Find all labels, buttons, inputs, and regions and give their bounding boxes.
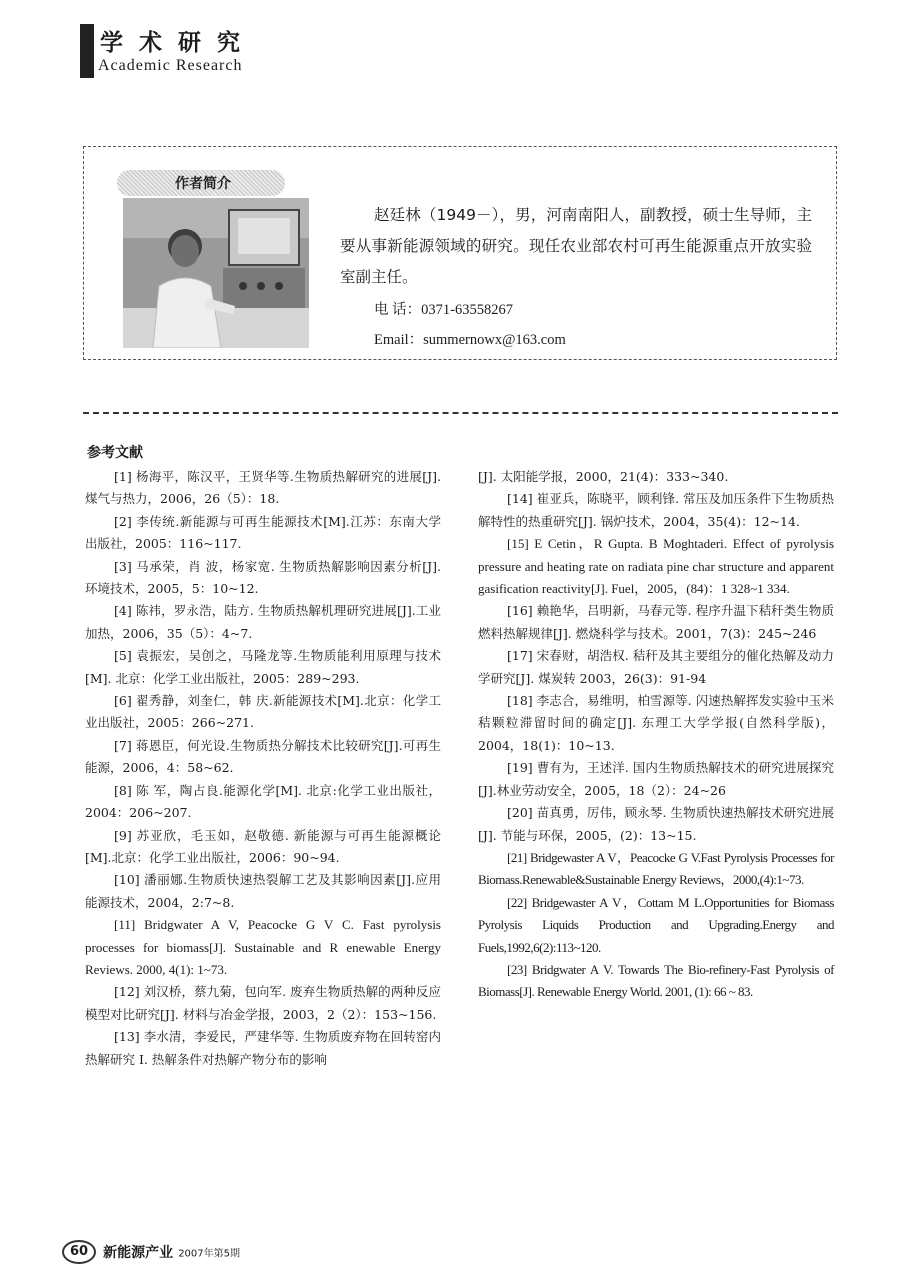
references-left-column bbox=[85, 466, 441, 1071]
author-email: Email：summernowx@163.com bbox=[374, 332, 566, 348]
author-phone: 电 话：0371-63558267 bbox=[374, 302, 513, 318]
reference-item: [6] 翟秀静，刘奎仁，韩 庆.新能源技术[M].北京：化学工业出版社，2005：266~271. bbox=[85, 693, 441, 731]
author-photo-image bbox=[123, 198, 309, 348]
magazine-name: 新能源产业 bbox=[103, 1245, 174, 1261]
header-bar bbox=[80, 24, 94, 78]
reference-item: [16] 赖艳华，吕明新，马春元等. 程序升温下秸秆类生物质燃料热解规律[J]. 燃烧科学与技术。2001，7(3)：245~246 bbox=[478, 603, 834, 641]
reference-item: [18] 李志合，易维明，柏雪源等. 闪速热解挥发实验中玉米秸颗粒滞留时间的确定[J]. 东理工大学学报(自然科学版)，2004，18(1)：10~13. bbox=[478, 693, 834, 753]
author-bio-tag bbox=[117, 170, 285, 196]
reference-item-continued: [J]. 太阳能学报，2000，21(4)：333~340. bbox=[478, 469, 729, 484]
reference-item: [21] Bridgewaster A V，Peacocke G V.Fast Pyrolysis Processes for Biomass.Renewable&Sustainable Energy Reviews，2000,(4):1~73. bbox=[478, 849, 834, 888]
reference-item: [14] 崔亚兵，陈晓平，顾利锋. 常压及加压条件下生物质热解特性的热重研究[J]. 锅炉技术，2004，35(4)：12~14. bbox=[478, 491, 834, 529]
reference-item: [8] 陈 军，陶占良.能源化学[M]. 北京:化学工业出版社，2004：206~207. bbox=[85, 782, 441, 821]
reference-item: [5] 袁振宏，吴创之，马隆龙等.生物质能利用原理与技术[M]. 北京：化学工业出版社，2005：289~293. bbox=[85, 648, 441, 686]
section-title-cn: 学术研究 bbox=[100, 30, 256, 56]
reference-item: [12] 刘汉桥，蔡九菊，包向军. 废弃生物质热解的两种反应模型对比研究[J]. 材料与冶金学报，2003，2（2）：153~156. bbox=[85, 984, 441, 1022]
reference-item: [7] 蒋恩臣，何光设.生物质热分解技术比较研究[J].可再生能源，2006，4：58~62. bbox=[85, 737, 441, 776]
references-heading: 参考文献 bbox=[87, 445, 143, 461]
reference-item: [13] 李水清，李爱民，严建华等. 生物质废弃物在回转窑内热解研究 I. 热解条件对热解产物分布的影响 bbox=[85, 1029, 441, 1067]
reference-item: [22] Bridgewaster A V，Cottam M L.Opportunities for Biomass Pyrolysis Liquids Production and Upgrading.Energy and Fuels,1992,6(2):113~120. bbox=[478, 894, 834, 955]
issue-label: 2007年第5期 bbox=[178, 1248, 240, 1260]
page-number: 60 bbox=[62, 1240, 96, 1264]
section-title-en: Academic Research bbox=[98, 57, 243, 74]
reference-item: [4] 陈祎，罗永浩，陆方. 生物质热解机理研究进展[J].工业加热，2006，35（5）：4~7. bbox=[85, 603, 441, 641]
reference-item: [20] 苗真勇，厉伟，顾永琴. 生物质快速热解技术研究进展[J]. 节能与环保，2005，(2)：13~15. bbox=[478, 805, 834, 843]
reference-item: [23] Bridgwater A V. Towards The Bio-refinery-Fast Pyrolysis of Biomass[J]. Renewable Energy World. 2001, (1): 66 ~ 83. bbox=[478, 961, 834, 1000]
reference-item: [3] 马承荣，肖 波，杨家宽. 生物质热解影响因素分析[J].环境技术，2005，5：10~12. bbox=[85, 558, 441, 597]
section-divider bbox=[83, 412, 838, 414]
reference-item: [1] 杨海平，陈汉平，王贤华等.生物质热解研究的进展[J].煤气与热力，2006，26（5）：18. bbox=[85, 469, 441, 507]
author-bio-text: 赵廷林（1949－），男，河南南阳人，副教授，硕士生导师，主要从事新能源领域的研究。现任农业部农村可再生能源重点开放实验室副主任。 bbox=[340, 206, 812, 286]
reference-item: [17] 宋春财，胡浩权. 秸秆及其主要组分的催化热解及动力学研究[J]. 煤炭转 2003，26(3)：91-94 bbox=[478, 648, 834, 686]
reference-item: [10] 潘丽娜.生物质快速热裂解工艺及其影响因素[J].应用能源技术，2004，2:7~8. bbox=[85, 872, 441, 910]
reference-item: [11] Bridgwater A V, Peacocke G V C. Fast pyrolysis processes for biomass[J]. Sustainable and R enewable Energy Reviews. 2000, 4(1): 1~73. bbox=[85, 917, 441, 977]
reference-item: [2] 李传统.新能源与可再生能源技术[M].江苏：东南大学出版社，2005：116~117. bbox=[85, 513, 441, 552]
author-photo bbox=[123, 198, 309, 348]
reference-item: [19] 曹有为，王述洋. 国内生物质热解技术的研究进展探究[J].林业劳动安全，2005，18（2）：24~26 bbox=[478, 760, 834, 798]
page-footer bbox=[62, 1240, 240, 1264]
reference-item: [15] E Cetin，R Gupta. B Moghtaderi. Effect of pyrolysis pressure and heating rate on radiata pine char structure and apparent gasification reactivity[J]. Fuel，2005，(84)：1 328~1 334. bbox=[478, 536, 834, 597]
reference-item: [9] 苏亚欣，毛玉如，赵敬德. 新能源与可再生能源概论[M].北京：化学工业出版社，2006：90~94. bbox=[85, 827, 441, 865]
author-bio-tag-label: 作者简介 bbox=[175, 176, 231, 192]
author-bio bbox=[340, 200, 812, 293]
references-right-column bbox=[478, 466, 834, 1004]
